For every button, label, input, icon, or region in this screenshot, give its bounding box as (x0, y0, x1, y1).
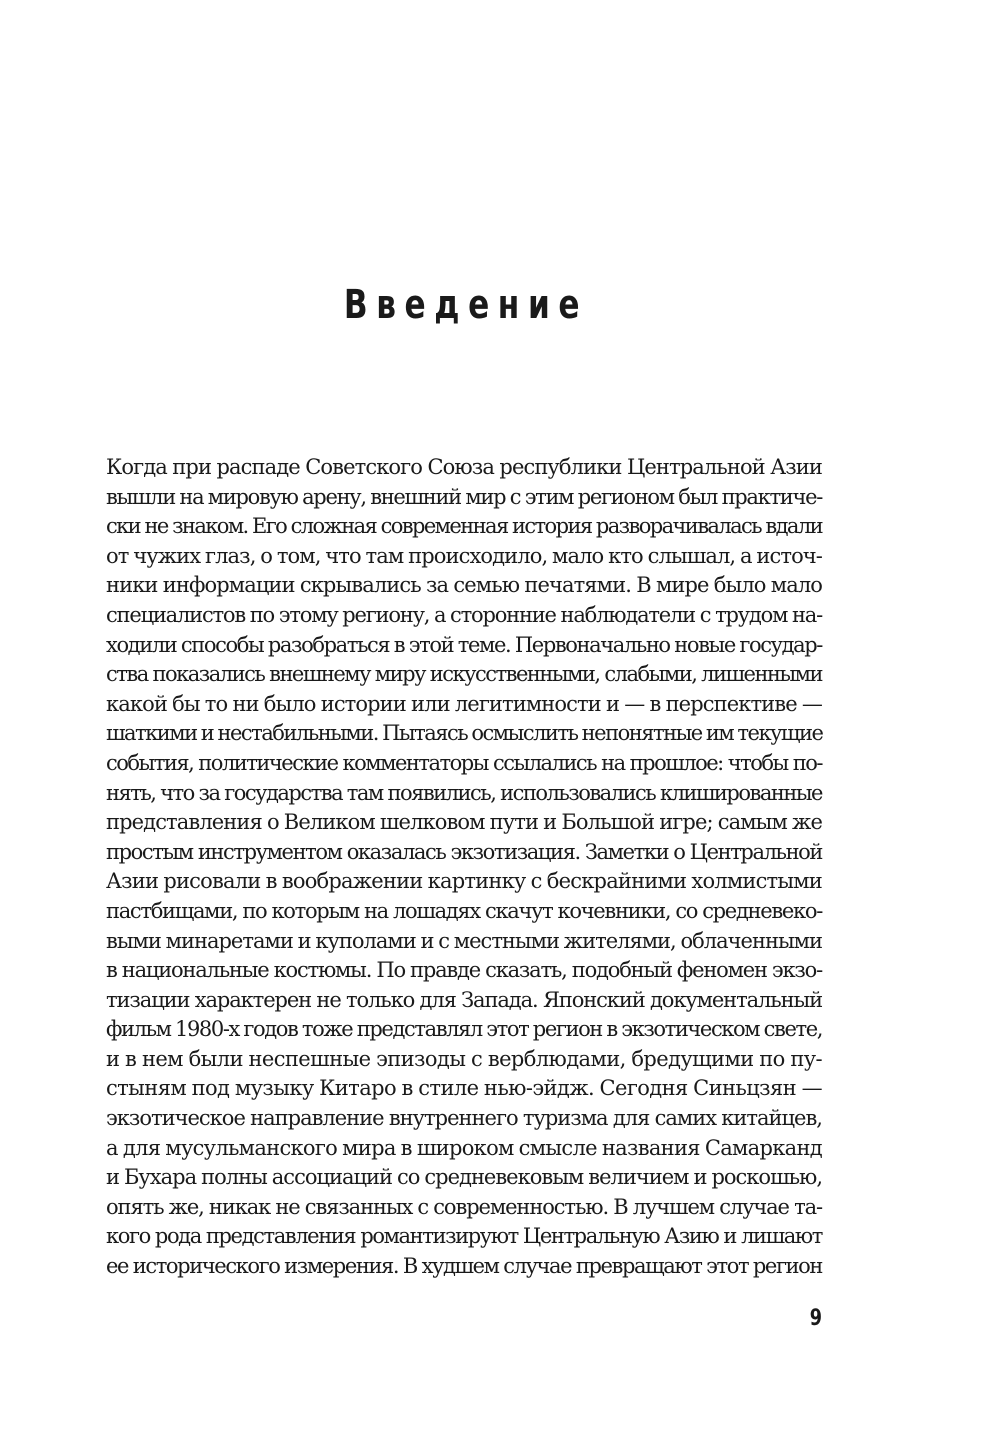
text-line: ски не знаком. Его сложная современная история разворачивалась вдали (106, 514, 822, 539)
text-line: события, политические комментаторы ссылались на прошлое: чтобы по- (106, 750, 822, 775)
text-line: экзотическое направление внутреннего туризма для самих китайцев, (106, 1106, 822, 1131)
text-line: и в нем были неспешные эпизоды с верблюдами, бредущими по пу- (106, 1046, 822, 1071)
text-line: в национальные костюмы. По правде сказать, подобный феномен экзо- (106, 958, 822, 983)
text-line: стыням под музыку Китаро в стиле нью-эйдж. Сегодня Синьцзян — (106, 1076, 822, 1101)
text-line: какой бы то ни было истории или легитимности и — в перспективе — (106, 691, 822, 716)
page-number: 9 (809, 1306, 822, 1331)
text-line: фильм 1980-х годов тоже представлял этот регион в экзотическом свете, (106, 1017, 822, 1042)
text-line: ники информации скрывались за семью печатями. В мире было мало (106, 573, 822, 598)
text-line: пастбищами, по которым на лошадях скачут кочевники, со средневеко- (106, 898, 822, 923)
body-paragraph (106, 453, 822, 1282)
text-line: а для мусульманского мира в широком смысле названия Самарканд (106, 1135, 822, 1160)
text-line: специалистов по этому региону, а сторонние наблюдатели с трудом на- (106, 602, 822, 627)
text-line: вышли на мировую арену, внешний мир с этим регионом был практиче- (106, 484, 822, 509)
text-line: нять, что за государства там появились, использовались клишированные (106, 780, 822, 805)
text-line: простым инструментом оказалась экзотизация. Заметки о Центральной (106, 839, 822, 864)
text-line: Когда при распаде Советского Союза республики Центральной Азии (106, 455, 822, 479)
text-line: ства показались внешнему миру искусственными, слабыми, лишенными (106, 662, 822, 687)
chapter-title: Введение (343, 281, 589, 328)
text-line: ее исторического измерения. В худшем случае превращают этот регион (106, 1254, 822, 1279)
text-line: представления о Великом шелковом пути и Большой игре; самым же (106, 810, 822, 835)
text-line: от чужих глаз, о том, что там происходило, мало кто слышал, а источ- (106, 543, 822, 568)
text-line: ходили способы разобраться в этой теме. Первоначально новые государ- (106, 632, 822, 657)
text-line: кого рода представления романтизируют Центральную Азию и лишают (106, 1224, 822, 1249)
text-line: шаткими и нестабильными. Пытаясь осмыслить непонятные им текущие (106, 721, 823, 746)
text-line: опять же, никак не связанных с современностью. В лучшем случае та- (106, 1194, 822, 1219)
text-line: Азии рисовали в воображении картинку с бескрайними холмистыми (106, 869, 822, 894)
text-line: выми минаретами и куполами и с местными жителями, облаченными (106, 928, 822, 953)
text-line: тизации характерен не только для Запада. Японский документальный (106, 987, 822, 1012)
text-line: и Бухара полны ассоциаций со средневековым величием и роскошью, (106, 1165, 822, 1190)
